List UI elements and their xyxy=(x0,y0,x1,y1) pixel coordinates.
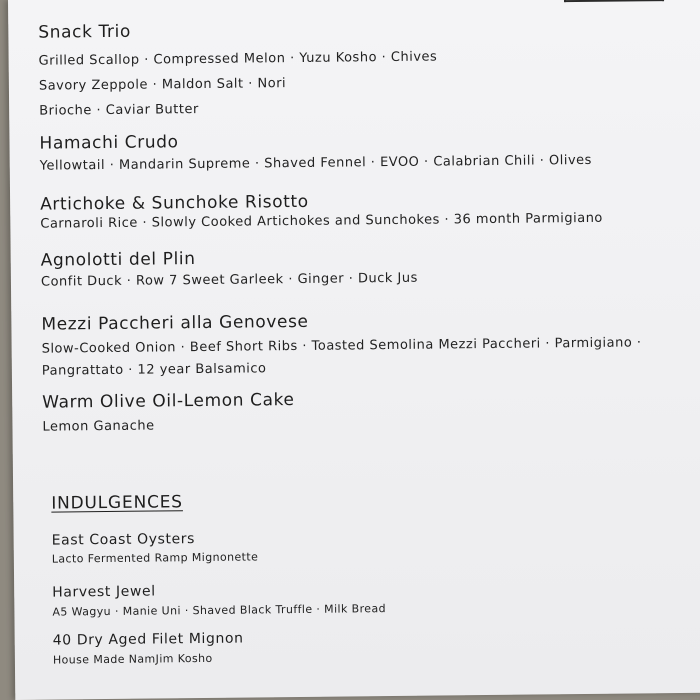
course-description: Savory Zeppole · Maldon Salt · Nori xyxy=(38,76,287,94)
course-description: Slow-Cooked Onion · Beef Short Ribs · Toasted Semolina Mezzi Paccheri · Parmigiano · xyxy=(41,335,642,357)
course-olive-oil-cake xyxy=(42,389,295,436)
indulgence-description: Lacto Fermented Ramp Mignonette xyxy=(51,550,259,566)
course-agnolotti xyxy=(41,246,418,291)
indulgence-title: Harvest Jewel xyxy=(52,583,156,601)
indulgence-harvest-jewel xyxy=(52,580,386,619)
indulgence-description: A5 Wagyu · Manie Uni · Shaved Black Truffle · Milk Bread xyxy=(52,602,386,619)
course-hamachi-crudo xyxy=(39,127,592,175)
indulgence-title: 40 Dry Aged Filet Mignon xyxy=(52,630,244,649)
restaurant-logo xyxy=(564,0,664,2)
course-title: Snack Trio xyxy=(38,21,132,43)
course-description: Confit Duck · Row 7 Sweet Garleek · Ginger · Duck Jus xyxy=(40,270,418,290)
course-snack-trio xyxy=(38,18,438,120)
course-title: Hamachi Crudo xyxy=(39,132,179,154)
course-title: Warm Olive Oil-Lemon Cake xyxy=(42,390,295,413)
course-title: Agnolotti del Plin xyxy=(40,249,196,271)
indulgence-oysters xyxy=(52,529,259,566)
course-description: Pangrattato · 12 year Balsamico xyxy=(41,361,267,379)
course-description: Brioche · Caviar Butter xyxy=(39,102,199,119)
course-mezzi-paccheri xyxy=(41,307,642,379)
course-description: Yellowtail · Mandarin Supreme · Shaved Fennel · EVOO · Calabrian Chili · Olives xyxy=(39,152,592,174)
course-title: Artichoke & Sunchoke Risotto xyxy=(40,191,309,215)
indulgence-title: East Coast Oysters xyxy=(51,531,196,549)
course-description: Carnaroli Rice · Slowly Cooked Artichokes and Sunchokes · 36 month Parmigiano xyxy=(40,210,603,232)
indulgence-filet-mignon xyxy=(53,630,244,668)
course-description: Grilled Scallop · Compressed Melon · Yuzu Kosho · Chives xyxy=(38,49,438,69)
menu-page xyxy=(8,0,700,700)
course-title: Mezzi Paccheri alla Genovese xyxy=(41,311,309,335)
course-risotto xyxy=(40,188,603,233)
indulgences-heading: INDULGENCES xyxy=(51,492,183,514)
course-description: Lemon Ganache xyxy=(42,418,155,435)
indulgence-description: House Made NamJim Kosho xyxy=(52,651,213,667)
